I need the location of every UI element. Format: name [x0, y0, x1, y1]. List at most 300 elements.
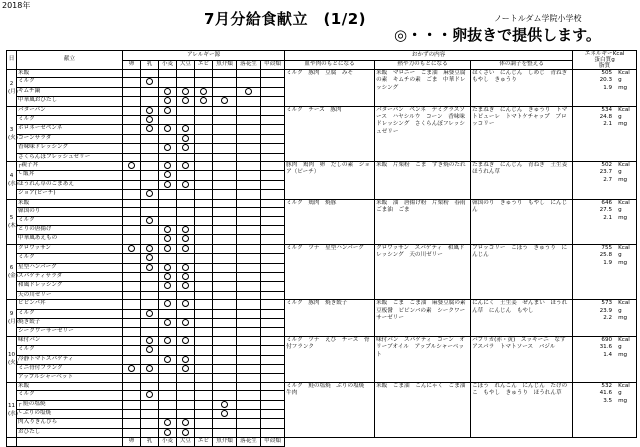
allergen-mark: [195, 78, 213, 87]
allergen-mark: [261, 78, 285, 87]
allergen-footer: 乳: [141, 438, 159, 446]
allergen-circle-icon: [182, 337, 189, 344]
dish-name: 韓国のり: [17, 208, 123, 216]
allergen-mark: [213, 162, 237, 171]
weekday-label: (火): [8, 360, 18, 367]
energy-unit: Kcal: [618, 336, 630, 343]
allergen-header: 落花生: [237, 60, 261, 70]
allergen-mark: [261, 365, 285, 374]
allergen-mark: [177, 216, 195, 225]
allergen-mark: [123, 216, 141, 225]
allergen-mark: [141, 374, 159, 382]
allergen-circle-icon: [146, 78, 153, 85]
allergen-mark: [177, 199, 195, 207]
allergen-mark: [159, 374, 177, 382]
protein-number: 23.9: [599, 307, 613, 314]
date-number: 6: [9, 264, 14, 271]
allergen-mark: [213, 78, 237, 87]
fat-number: 1.9: [603, 84, 613, 91]
fat-value: [574, 315, 635, 322]
energy-unit: Kcal: [618, 300, 630, 307]
food-group-green: たまねぎ にんじん きゅうり トマトピューレ トマトケチャップ ブロッコリー: [471, 106, 573, 161]
allergen-mark: [261, 291, 285, 299]
allergen-circle-icon: [128, 162, 135, 169]
allergen-mark: [123, 116, 141, 125]
egg-free-notice: ◎・・・卵抜きで提供します。: [394, 26, 601, 44]
allergen-mark: [177, 171, 195, 180]
allergen-mark: [177, 134, 195, 143]
fat-number: 2.7: [603, 176, 613, 183]
allergen-mark: [159, 180, 177, 189]
allergen-mark: [123, 282, 141, 291]
fat-unit: mg: [618, 84, 628, 91]
allergen-circle-icon: [200, 97, 207, 104]
protein-unit: g: [618, 252, 622, 259]
allergen-mark: [177, 254, 195, 263]
allergen-mark: [261, 336, 285, 345]
allergen-mark: [261, 216, 285, 225]
dish-name: クロワッサン: [17, 244, 123, 253]
dish-name: バターパン: [17, 106, 123, 115]
allergen-footer: 魚介類: [213, 438, 237, 446]
nutrition-header-line: 脂質: [598, 63, 611, 69]
allergen-mark: [261, 254, 285, 263]
allergen-mark: [177, 318, 195, 327]
allergen-mark: [159, 382, 177, 390]
dish-name: 香味味ドレッシング: [17, 144, 123, 153]
allergen-mark: [195, 374, 213, 382]
allergen-circle-icon: [182, 356, 189, 363]
food-group-green: ブロッコリー ごぼう きゅうり にんじん: [471, 244, 573, 299]
allergen-circle-icon: [164, 97, 171, 104]
footer-blank: [285, 438, 637, 446]
day-cell: [7, 162, 17, 200]
allergen-mark: [261, 300, 285, 309]
allergen-circle-icon: [221, 97, 228, 104]
allergen-mark: [123, 391, 141, 400]
dish-name: └ 飯丼: [17, 171, 123, 180]
allergen-mark: [237, 106, 261, 115]
allergen-mark: [195, 419, 213, 428]
allergen-mark: [123, 199, 141, 207]
allergen-mark: [123, 180, 141, 189]
allergen-mark: [237, 87, 261, 96]
allergen-mark: [237, 382, 261, 390]
dish-name: 肉入りきんぴら: [17, 419, 123, 428]
allergen-mark: [261, 309, 285, 318]
allergen-mark: [213, 171, 237, 180]
dish-name: コーンサラダ: [17, 134, 123, 143]
protein-number: 20.3: [599, 77, 613, 84]
allergen-mark: [159, 336, 177, 345]
protein-number: 25.8: [599, 252, 613, 259]
dish-name: 星型ハンバーグ: [17, 263, 123, 272]
allergen-mark: [195, 263, 213, 272]
protein-value: [574, 77, 635, 84]
allergen-mark: [261, 134, 285, 143]
fat-unit: mg: [618, 214, 628, 221]
date-number: 9: [9, 310, 14, 317]
day-cell: [7, 70, 17, 107]
group-header: 熱や力のもとになる: [375, 60, 471, 70]
allergen-mark: [177, 328, 195, 336]
allergen-mark: [237, 309, 261, 318]
allergen-mark: [159, 346, 177, 355]
energy-number: 646: [601, 199, 613, 206]
allergen-mark: [237, 300, 261, 309]
fat-value: [574, 215, 635, 222]
allergen-mark: [261, 162, 285, 171]
energy-unit: Kcal: [618, 162, 630, 169]
allergen-mark: [213, 199, 237, 207]
fat-number: 1.4: [603, 351, 613, 358]
allergen-circle-icon: [146, 190, 153, 197]
allergen-mark: [195, 208, 213, 216]
allergen-mark: [261, 328, 285, 336]
allergen-mark: [261, 374, 285, 382]
allergen-mark: [237, 374, 261, 382]
dish-name: 米飯: [17, 382, 123, 390]
fat-unit: mg: [618, 351, 628, 358]
protein-unit: g: [618, 344, 622, 351]
weekday-label: (月): [8, 318, 18, 325]
dish-name: ミルク: [17, 116, 123, 125]
allergen-mark: [195, 391, 213, 400]
menu-row: [7, 382, 637, 390]
allergen-mark: [123, 225, 141, 234]
allergen-footer: 甲殻類: [261, 438, 285, 446]
allergen-mark: [141, 134, 159, 143]
allergen-mark: [159, 235, 177, 244]
menu-row: [7, 162, 637, 171]
allergen-mark: [237, 355, 261, 364]
allergen-mark: [177, 116, 195, 125]
allergen-mark: [261, 144, 285, 153]
food-group-green: 韓国のり きゅうり もやし にんじん: [471, 199, 573, 244]
energy-number: 502: [601, 162, 613, 169]
allergen-mark: [177, 180, 195, 189]
allergen-mark: [195, 291, 213, 299]
weekday-label: (金): [8, 272, 18, 279]
allergen-mark: [123, 355, 141, 364]
protein-number: 31.6: [599, 344, 613, 351]
allergen-mark: [261, 225, 285, 234]
allergen-mark: [159, 263, 177, 272]
allergen-mark: [141, 291, 159, 299]
protein-unit: g: [618, 307, 622, 314]
allergen-mark: [237, 70, 261, 78]
allergen-circle-icon: [182, 245, 189, 252]
allergen-circle-icon: [146, 245, 153, 252]
allergen-mark: [213, 309, 237, 318]
energy-unit: Kcal: [618, 106, 630, 113]
date-number: 10: [8, 352, 16, 359]
allergen-mark: [237, 225, 261, 234]
allergen-mark: [195, 199, 213, 207]
allergen-mark: [237, 336, 261, 345]
allergen-mark: [159, 125, 177, 134]
allergen-mark: [237, 428, 261, 437]
allergen-footer: エビ: [195, 438, 213, 446]
allergen-mark: [237, 171, 261, 180]
allergen-mark: [141, 410, 159, 419]
allergen-circle-icon: [146, 337, 153, 344]
allergen-mark: [237, 291, 261, 299]
allergen-mark: [141, 272, 159, 281]
allergen-mark: [159, 428, 177, 437]
allergen-circle-icon: [164, 429, 171, 436]
allergen-mark: [159, 171, 177, 180]
allergen-mark: [177, 106, 195, 115]
allergen-mark: [237, 391, 261, 400]
food-group-red: ミルク 鮭の塩焼 ぶりの塩焼 牛肉: [285, 382, 375, 437]
allergen-mark: [213, 106, 237, 115]
fat-value: [574, 177, 635, 184]
dish-name: ほうれん草のごまあえ: [17, 180, 123, 189]
allergen-mark: [213, 400, 237, 409]
allergen-circle-icon: [146, 346, 153, 353]
allergen-mark: [123, 291, 141, 299]
allergen-mark: [123, 190, 141, 199]
fat-number: 2.2: [603, 314, 613, 321]
energy-value: [574, 337, 635, 344]
dish-name: ミルク: [17, 216, 123, 225]
allergen-circle-icon: [182, 273, 189, 280]
allergen-circle-icon: [164, 337, 171, 344]
allergen-footer: 小麦: [159, 438, 177, 446]
allergen-circle-icon: [182, 235, 189, 242]
allergen-mark: [261, 282, 285, 291]
sidedish-header: おかずの内容: [285, 51, 573, 61]
allergen-circle-icon: [182, 88, 189, 95]
allergen-mark: [159, 106, 177, 115]
protein-value: [574, 252, 635, 259]
allergen-mark: [141, 180, 159, 189]
allergen-circle-icon: [164, 125, 171, 132]
allergen-mark: [159, 87, 177, 96]
allergen-mark: [261, 410, 285, 419]
allergen-circle-icon: [164, 171, 171, 178]
fat-unit: mg: [618, 314, 628, 321]
fat-value: [574, 85, 635, 92]
food-group-green: はくさい にんじん しめじ 青ねぎ もやし きゅうり: [471, 70, 573, 107]
allergen-mark: [141, 106, 159, 115]
allergen-mark: [195, 272, 213, 281]
allergen-mark: [213, 365, 237, 374]
allergen-mark: [213, 244, 237, 253]
allergen-mark: [237, 244, 261, 253]
allergen-mark: [195, 134, 213, 143]
allergen-header: 小麦: [159, 60, 177, 70]
nutrition-cell: [573, 70, 637, 107]
allergen-mark: [237, 216, 261, 225]
dish-name: ビビンバ丼: [17, 300, 123, 309]
allergen-mark: [213, 410, 237, 419]
allergen-mark: [123, 410, 141, 419]
allergen-mark: [195, 309, 213, 318]
allergen-mark: [123, 300, 141, 309]
allergen-mark: [123, 365, 141, 374]
allergen-mark: [141, 144, 159, 153]
allergen-mark: [213, 328, 237, 336]
allergen-mark: [141, 365, 159, 374]
allergen-mark: [141, 382, 159, 390]
allergen-circle-icon: [164, 245, 171, 252]
energy-unit: Kcal: [618, 382, 630, 389]
allergen-mark: [237, 199, 261, 207]
food-group-red: 豚肉 鶏肉 卵 だしの素 ジョア（ピーチ）: [285, 162, 375, 200]
dish-name: ┌親子丼: [17, 162, 123, 171]
dish-name: 中華風あえもの: [17, 235, 123, 244]
menu-row: [7, 199, 637, 207]
lunch-menu-table: [6, 50, 637, 447]
allergen-mark: [177, 125, 195, 134]
energy-number: 505: [601, 70, 613, 76]
allergen-mark: [177, 382, 195, 390]
dish-name: ボロネーゼペンネ: [17, 125, 123, 134]
allergen-mark: [195, 144, 213, 153]
allergen-mark: [261, 419, 285, 428]
allergen-footer: 卵: [123, 438, 141, 446]
allergen-mark: [159, 225, 177, 234]
allergen-mark: [177, 97, 195, 106]
fat-unit: mg: [618, 259, 628, 266]
allergen-mark: [159, 355, 177, 364]
allergen-mark: [177, 391, 195, 400]
allergen-mark: [177, 87, 195, 96]
allergen-mark: [195, 282, 213, 291]
allergen-mark: [123, 208, 141, 216]
allergen-mark: [195, 97, 213, 106]
allergy-header: アレルギー源: [123, 51, 285, 61]
day-header: 日: [7, 51, 17, 70]
footer-blank: [17, 438, 123, 446]
group-header: 体の調子を整える: [471, 60, 573, 70]
allergen-circle-icon: [182, 300, 189, 307]
allergen-mark: [237, 419, 261, 428]
allergen-mark: [213, 263, 237, 272]
allergen-mark: [141, 346, 159, 355]
allergen-mark: [123, 318, 141, 327]
energy-value: [574, 162, 635, 169]
weekday-label: (火): [8, 134, 18, 141]
energy-value: [574, 200, 635, 207]
allergen-mark: [159, 190, 177, 199]
allergen-mark: [261, 116, 285, 125]
allergen-header: エビ: [195, 60, 213, 70]
allergen-mark: [123, 70, 141, 78]
dish-name: 和風ドレッシング: [17, 282, 123, 291]
allergen-mark: [261, 199, 285, 207]
protein-number: 24.8: [599, 114, 613, 121]
allergen-mark: [195, 428, 213, 437]
allergen-mark: [261, 180, 285, 189]
allergen-mark: [195, 235, 213, 244]
allergen-mark: [213, 346, 237, 355]
allergen-circle-icon: [182, 365, 189, 372]
allergen-mark: [213, 97, 237, 106]
allergen-mark: [261, 70, 285, 78]
allergen-mark: [237, 134, 261, 143]
allergen-mark: [213, 235, 237, 244]
allergen-mark: [261, 382, 285, 390]
allergen-circle-icon: [164, 300, 171, 307]
allergen-mark: [237, 180, 261, 189]
allergen-mark: [141, 70, 159, 78]
allergen-circle-icon: [182, 162, 189, 169]
allergen-mark: [123, 400, 141, 409]
allergen-mark: [123, 87, 141, 96]
allergen-mark: [159, 216, 177, 225]
allergen-mark: [177, 208, 195, 216]
dish-name: 冷静トマトスパゲティ: [17, 355, 123, 364]
allergen-mark: [195, 153, 213, 161]
protein-value: [574, 344, 635, 351]
nutrition-header-line: エネルギーKcal: [584, 51, 625, 57]
allergen-mark: [195, 180, 213, 189]
dish-name: さくらんぼフレッシュゼリー: [17, 153, 123, 161]
allergen-mark: [195, 318, 213, 327]
allergen-mark: [141, 153, 159, 161]
allergen-mark: [213, 336, 237, 345]
allergen-mark: [213, 125, 237, 134]
allergen-mark: [261, 318, 285, 327]
allergen-mark: [159, 208, 177, 216]
energy-value: [574, 70, 635, 77]
allergen-mark: [141, 419, 159, 428]
allergen-mark: [141, 300, 159, 309]
weekday-label: (水): [8, 411, 18, 418]
allergen-mark: [159, 244, 177, 253]
date-number: 4: [9, 173, 14, 180]
allergen-mark: [123, 235, 141, 244]
food-group-yellow: バターパン ペンネ デミグラスソース ハヤシルウ コーン 香味味ドレッシング さくらんぼフレッシュゼリー: [375, 106, 471, 161]
allergen-mark: [195, 365, 213, 374]
dish-name: 焼き餃子: [17, 318, 123, 327]
allergen-mark: [237, 97, 261, 106]
allergen-header: 卵: [123, 60, 141, 70]
dish-name: └ ぶりの塩焼: [17, 410, 123, 419]
allergen-mark: [141, 125, 159, 134]
menu-row: [7, 300, 637, 309]
allergen-mark: [177, 419, 195, 428]
allergen-circle-icon: [182, 226, 189, 233]
allergen-mark: [141, 400, 159, 409]
nutrition-header-line: 蛋白質g: [594, 57, 615, 63]
allergen-mark: [237, 116, 261, 125]
allergen-circle-icon: [221, 410, 228, 417]
food-group-red: ミルク 豚肉 豆腐 みそ: [285, 70, 375, 107]
allergen-mark: [195, 70, 213, 78]
allergen-mark: [213, 382, 237, 390]
day-cell: [7, 106, 17, 161]
allergen-circle-icon: [245, 88, 252, 95]
allergen-mark: [141, 244, 159, 253]
allergen-mark: [177, 235, 195, 244]
protein-value: [574, 390, 635, 397]
year-label: 2018年: [2, 1, 31, 10]
day-cell: [7, 382, 17, 437]
group-header: 血や肉のもとになる: [285, 60, 375, 70]
allergen-circle-icon: [221, 401, 228, 408]
allergen-mark: [213, 144, 237, 153]
allergen-mark: [159, 328, 177, 336]
allergen-mark: [177, 78, 195, 87]
allergen-mark: [177, 346, 195, 355]
allergen-mark: [177, 144, 195, 153]
allergen-mark: [237, 162, 261, 171]
allergen-circle-icon: [182, 135, 189, 142]
